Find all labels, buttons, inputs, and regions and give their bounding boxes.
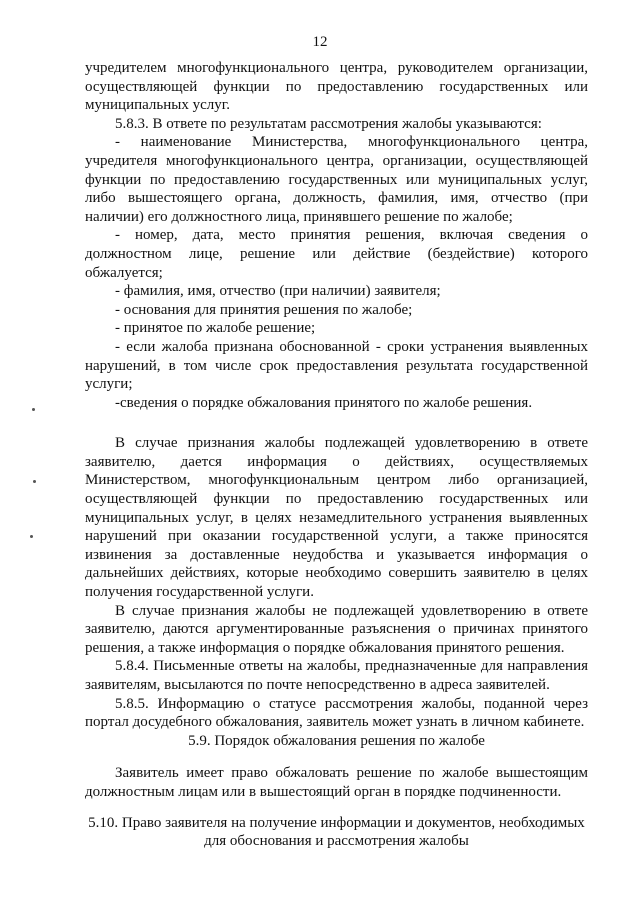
paragraph: 5.8.3. В ответе по результатам рассмотрения жалобы указываются: xyxy=(115,115,542,132)
list-item: - если жалоба признана обоснованной - сроки устранения выявленных нарушений, в том числе срок предоставления результата государственной услуги; xyxy=(85,338,588,393)
scan-mark xyxy=(32,408,35,411)
list-item: - номер, дата, место принятия решения, включая сведения о должностном лице, решение или действие (бездействие) которого обжалуется; xyxy=(85,227,588,281)
paragraph: учредителем многофункционального центра, руководителем организации, осуществляющей функции по предоставлению государственных или муниципальных услуг. xyxy=(85,60,588,114)
page-number: 12 xyxy=(312,34,328,50)
section-heading-line: для обоснования и рассмотрения жалобы xyxy=(204,833,469,850)
section-heading-line: 5.10. Право заявителя на получение информации и документов, необходимых xyxy=(88,814,585,831)
section-heading: 5.9. Порядок обжалования решения по жалобе xyxy=(188,732,485,749)
paragraph: Заявитель имеет право обжаловать решение по жалобе вышестоящим должностным лицам или в вышестоящий орган в порядке подчиненности. xyxy=(85,765,588,800)
list-item: - принятое по жалобе решение; xyxy=(115,320,316,337)
scan-mark xyxy=(30,535,33,538)
paragraph: 5.8.4. Письменные ответы на жалобы, предназначенные для направления заявителям, высылаются по почте непосредственно в адреса заявителей. xyxy=(85,658,588,693)
list-item: - основания для принятия решения по жалобе; xyxy=(115,301,413,318)
paragraph: В случае признания жалобы подлежащей удовлетворению в ответе заявителю, дается информация о действиях, осуществляемых Министерством, многофункциональным центром либо организацией, осуществляющей функции по предоставлению государственных или муниципальных услуг, в целях незамедлительного устранения выявленных нарушений при оказании государственной услуги, а также приносятся извинения за доставленные неудобства и указывается информация о дальнейших действиях, которые необходимо совершить заявителю в целях получения государственной услуги. xyxy=(85,435,588,601)
list-item: - фамилия, имя, отчество (при наличии) заявителя; xyxy=(115,283,441,300)
document-body xyxy=(85,59,588,851)
paragraph: В случае признания жалобы не подлежащей удовлетворению в ответе заявителю, даются аргументированные разъяснения о причинах принятого решения, а также информация о порядке обжалования принятого решения. xyxy=(85,602,588,656)
scan-mark xyxy=(33,480,36,483)
list-item: - наименование Министерства, многофункционального центра, учредителя многофункционального центра, организации, осуществляющей функции по предоставлению государственных или муниципальных услуг, либо вышестоящего органа, должность, фамилия, имя, отчество (при наличии) его должностного лица, принявшего решение по жалобе; xyxy=(85,134,588,225)
section-heading xyxy=(85,814,588,851)
list-item: -сведения о порядке обжалования принятого по жалобе решения. xyxy=(115,394,533,411)
paragraph: 5.8.5. Информацию о статусе рассмотрения жалобы, поданной через портал досудебного обжалования, заявитель может узнать в личном кабинете. xyxy=(85,695,588,731)
